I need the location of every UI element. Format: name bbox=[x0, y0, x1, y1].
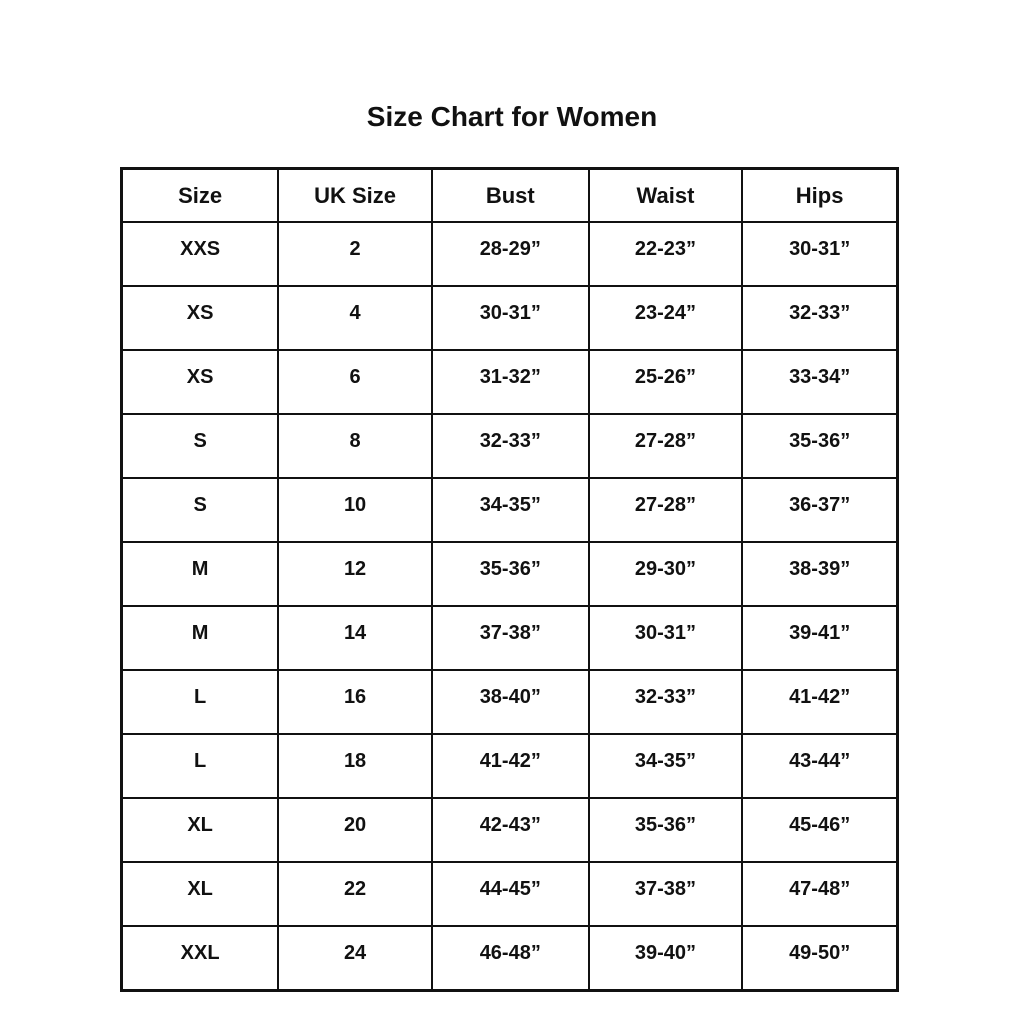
table-cell: XXL bbox=[122, 926, 279, 991]
table-cell: 46-48” bbox=[432, 926, 589, 991]
table-cell: 2 bbox=[278, 222, 432, 286]
table-row bbox=[122, 798, 898, 862]
table-cell: 8 bbox=[278, 414, 432, 478]
table-cell: XXS bbox=[122, 222, 279, 286]
table-cell: 10 bbox=[278, 478, 432, 542]
table-row bbox=[122, 350, 898, 414]
table-cell: 30-31” bbox=[432, 286, 589, 350]
table-cell: 41-42” bbox=[742, 670, 897, 734]
table-cell: 39-40” bbox=[589, 926, 743, 991]
size-chart-table bbox=[120, 167, 899, 992]
table-cell: 14 bbox=[278, 606, 432, 670]
table-cell: S bbox=[122, 478, 279, 542]
table-row bbox=[122, 926, 898, 991]
table-cell: 22 bbox=[278, 862, 432, 926]
table-cell: 43-44” bbox=[742, 734, 897, 798]
table-cell: 23-24” bbox=[589, 286, 743, 350]
table-cell: L bbox=[122, 670, 279, 734]
page-title: Size Chart for Women bbox=[366, 101, 658, 132]
table-row bbox=[122, 606, 898, 670]
table-cell: 30-31” bbox=[589, 606, 743, 670]
table-cell: 33-34” bbox=[742, 350, 897, 414]
table-cell: 27-28” bbox=[589, 478, 743, 542]
table-row bbox=[122, 286, 898, 350]
column-header-hips: Hips bbox=[742, 169, 897, 223]
table-cell: L bbox=[122, 734, 279, 798]
table-header-row bbox=[122, 169, 898, 223]
table-cell: 4 bbox=[278, 286, 432, 350]
table-cell: 35-36” bbox=[589, 798, 743, 862]
table-cell: 35-36” bbox=[432, 542, 589, 606]
table-cell: 31-32” bbox=[432, 350, 589, 414]
table-cell: 39-41” bbox=[742, 606, 897, 670]
table-cell: XL bbox=[122, 862, 279, 926]
table-cell: XS bbox=[122, 350, 279, 414]
table-row bbox=[122, 670, 898, 734]
table-cell: 42-43” bbox=[432, 798, 589, 862]
table-cell: 32-33” bbox=[432, 414, 589, 478]
table-cell: 34-35” bbox=[589, 734, 743, 798]
table-cell: 20 bbox=[278, 798, 432, 862]
table-cell: 29-30” bbox=[589, 542, 743, 606]
table-cell: 32-33” bbox=[742, 286, 897, 350]
table-cell: 32-33” bbox=[589, 670, 743, 734]
table-cell: 37-38” bbox=[432, 606, 589, 670]
table-cell: 18 bbox=[278, 734, 432, 798]
column-header-bust: Bust bbox=[432, 169, 589, 223]
table-cell: 22-23” bbox=[589, 222, 743, 286]
table-cell: 30-31” bbox=[742, 222, 897, 286]
table-cell: M bbox=[122, 606, 279, 670]
table-cell: 37-38” bbox=[589, 862, 743, 926]
table-cell: 38-40” bbox=[432, 670, 589, 734]
table-row bbox=[122, 414, 898, 478]
table-cell: 16 bbox=[278, 670, 432, 734]
table-cell: 44-45” bbox=[432, 862, 589, 926]
table-cell: 24 bbox=[278, 926, 432, 991]
table-cell: 35-36” bbox=[742, 414, 897, 478]
table-cell: 6 bbox=[278, 350, 432, 414]
table-cell: 28-29” bbox=[432, 222, 589, 286]
table-cell: 47-48” bbox=[742, 862, 897, 926]
table-row bbox=[122, 862, 898, 926]
column-header-uk-size: UK Size bbox=[278, 169, 432, 223]
table-cell: 38-39” bbox=[742, 542, 897, 606]
size-table bbox=[120, 167, 899, 992]
table-cell: XS bbox=[122, 286, 279, 350]
table-cell: S bbox=[122, 414, 279, 478]
table-row bbox=[122, 542, 898, 606]
table-cell: M bbox=[122, 542, 279, 606]
table-row bbox=[122, 734, 898, 798]
table-cell: 36-37” bbox=[742, 478, 897, 542]
table-row bbox=[122, 478, 898, 542]
table-cell: 34-35” bbox=[432, 478, 589, 542]
table-cell: 41-42” bbox=[432, 734, 589, 798]
table-row bbox=[122, 222, 898, 286]
table-cell: 12 bbox=[278, 542, 432, 606]
column-header-size: Size bbox=[122, 169, 279, 223]
column-header-waist: Waist bbox=[589, 169, 743, 223]
table-cell: 49-50” bbox=[742, 926, 897, 991]
table-cell: 25-26” bbox=[589, 350, 743, 414]
table-cell: 27-28” bbox=[589, 414, 743, 478]
table-cell: 45-46” bbox=[742, 798, 897, 862]
table-cell: XL bbox=[122, 798, 279, 862]
